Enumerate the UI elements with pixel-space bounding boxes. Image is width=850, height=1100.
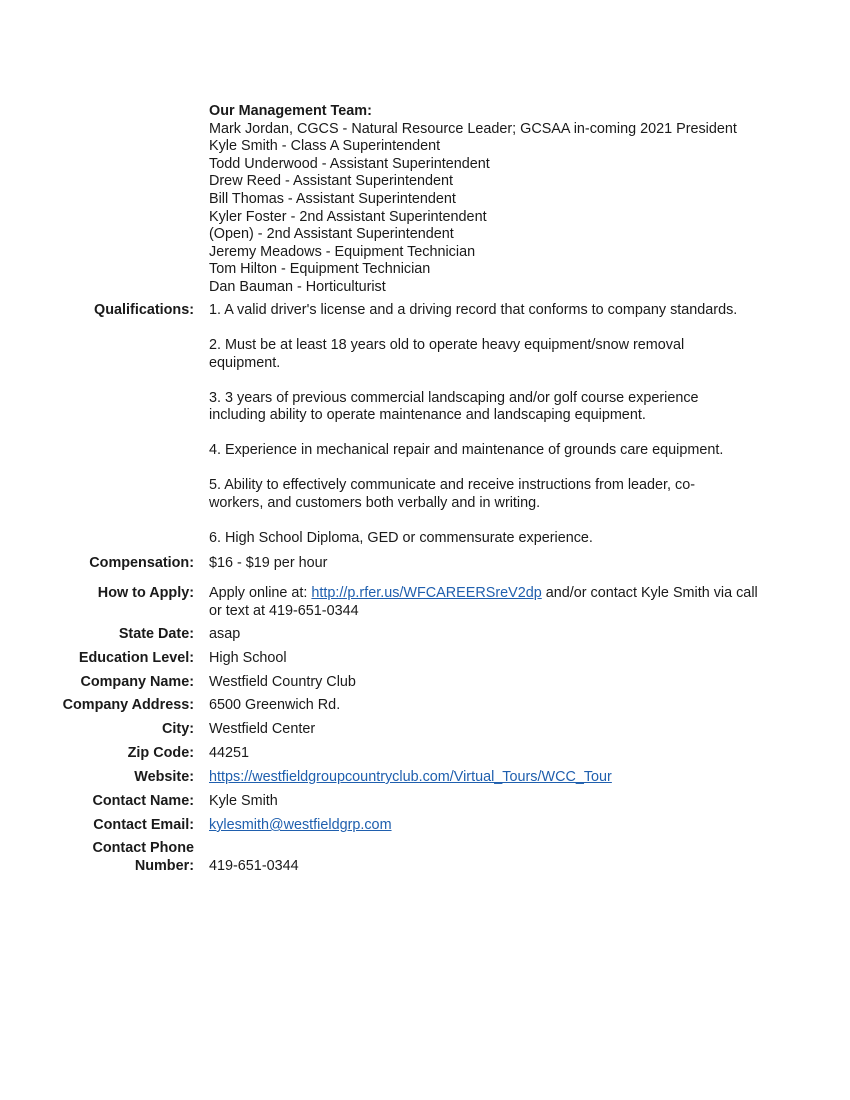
qualification-item: 3. 3 years of previous commercial landscaping and/or golf course experience including ability to operate maintenance and landscaping equipment.	[209, 389, 699, 424]
contact-phone-label	[4, 840, 194, 875]
team-member: Kyler Foster - 2nd Assistant Superintendent	[209, 208, 487, 225]
team-member: Todd Underwood - Assistant Superintendent	[209, 155, 490, 172]
contact-phone-value: 419-651-0344	[209, 857, 299, 874]
contact-email-link[interactable]: kylesmith@westfieldgrp.com	[209, 817, 392, 833]
team-member: Kyle Smith - Class A Superintendent	[209, 138, 441, 155]
state-date-label: State Date:	[118, 626, 194, 642]
contact-name-label: Contact Name:	[92, 793, 194, 809]
apply-prefix: Apply online at:	[209, 585, 312, 601]
team-member: Jeremy Meadows - Equipment Technician	[209, 243, 476, 260]
website-value	[209, 769, 784, 787]
management-team-title: Our Management Team:	[209, 103, 372, 119]
company-name-value: Westfield Country Club	[209, 674, 356, 690]
contact-email-value	[209, 817, 784, 835]
team-member: Mark Jordan, CGCS - Natural Resource Leader; GCSAA in-coming 2021 President	[209, 120, 737, 137]
qualification-item: 4. Experience in mechanical repair and maintenance of grounds care equipment.	[209, 442, 724, 459]
qualification-item: 1. A valid driver's license and a driving record that conforms to company standards.	[209, 302, 738, 318]
zip-code-label: Zip Code:	[127, 745, 194, 761]
contact-phone-label-line1: Contact Phone	[92, 840, 194, 856]
contact-name-value: Kyle Smith	[209, 793, 278, 809]
how-to-apply-label: How to Apply:	[97, 585, 194, 601]
education-level-label: Education Level:	[78, 650, 194, 666]
compensation-value: $16 - $19 per hour	[209, 555, 328, 571]
team-member: Bill Thomas - Assistant Superintendent	[209, 190, 456, 207]
city-value: Westfield Center	[209, 721, 316, 737]
website-label: Website:	[134, 769, 194, 785]
state-date-value: asap	[209, 626, 241, 642]
qualification-item: 2. Must be at least 18 years old to operate heavy equipment/snow removal equipment.	[209, 336, 685, 371]
management-team-section	[209, 103, 809, 297]
team-member: Drew Reed - Assistant Superintendent	[209, 173, 453, 190]
city-label: City:	[162, 721, 194, 737]
education-level-value: High School	[209, 650, 287, 666]
company-address-value: 6500 Greenwich Rd.	[209, 697, 341, 713]
company-address-label: Company Address:	[62, 697, 194, 713]
qualification-item: 6. High School Diploma, GED or commensurate experience.	[209, 529, 593, 546]
qualifications-label: Qualifications:	[94, 302, 194, 318]
apply-suffix: and/or contact Kyle Smith via call or text at 419-651-0344	[209, 585, 758, 619]
contact-email-label: Contact Email:	[93, 817, 194, 833]
team-member: Dan Bauman - Horticulturist	[209, 278, 386, 295]
zip-code-value: 44251	[209, 745, 250, 761]
how-to-apply-value	[209, 585, 774, 620]
team-member: (Open) - 2nd Assistant Superintendent	[209, 226, 454, 243]
contact-phone-label-line2: Number:	[134, 857, 194, 874]
team-member: Tom Hilton - Equipment Technician	[209, 261, 431, 278]
qualifications-list	[209, 302, 784, 547]
company-name-label: Company Name:	[80, 674, 194, 690]
compensation-label: Compensation:	[89, 555, 194, 571]
qualification-item: 5. Ability to effectively communicate and receive instructions from leader, co-workers, and customers both verbally and in writing.	[209, 477, 696, 511]
website-link[interactable]: https://westfieldgroupcountryclub.com/Virtual_Tours/WCC_Tour	[209, 769, 612, 785]
apply-online-link[interactable]: http://p.rfer.us/WFCAREERSreV2dp	[311, 585, 542, 601]
